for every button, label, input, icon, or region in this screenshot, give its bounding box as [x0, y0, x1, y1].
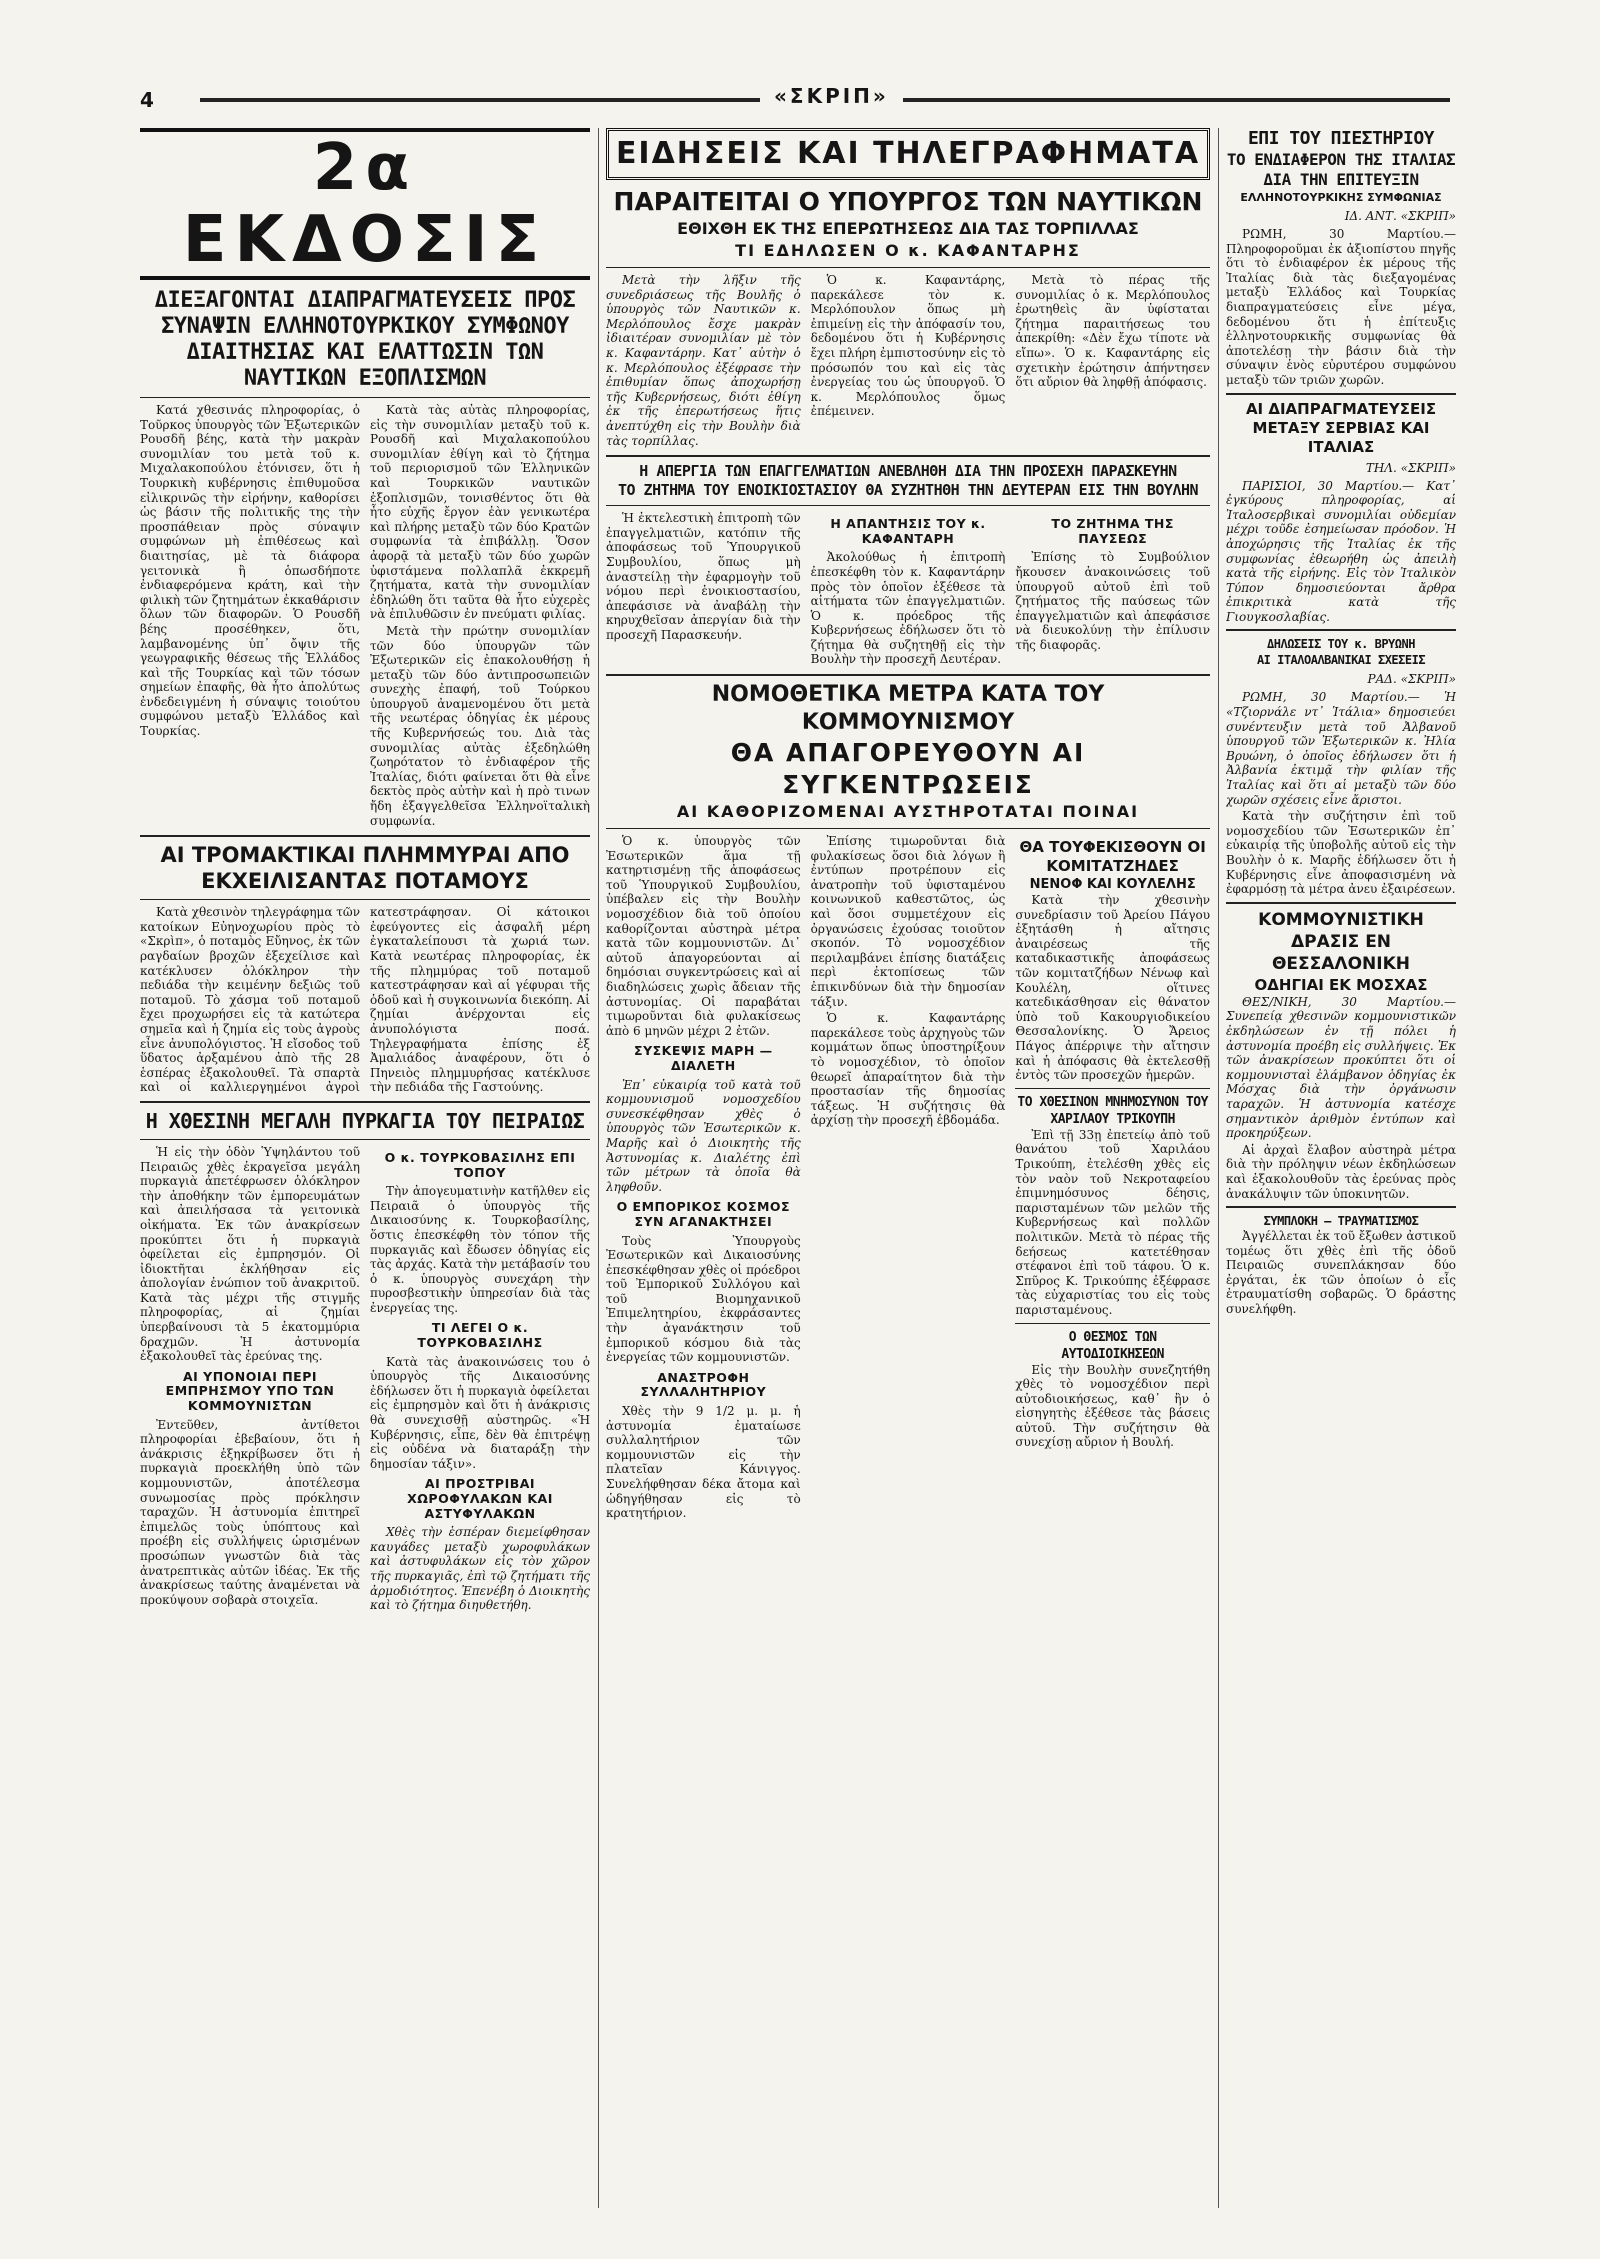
law-text-e: Τοὺς Ὑπουργοὺς Ἐσωτερικῶν καὶ Δικαιοσύνης ἐπεσκέφθησαν χθὲς οἱ πρόεδροι τοῦ Ἐμπορικοῦ Συλλόγου καὶ τοῦ Βιομηχανικοῦ Ἐπιμελητηρίου, ἐκφράσαντες τὴν ἀγανάκτησιν τοῦ ἐμπορικοῦ κόσμου διὰ τὰς ἐνεργείας τῶν κομμουνιστῶν. — [606, 1233, 801, 1365]
court-headline: Ο ΘΕΣΜΟΣ ΤΩΝ ΑΥΤΟΔΙΟΙΚΗΣΕΩΝ — [1061, 1329, 1164, 1362]
trikoupis-headline: ΤΟ ΧΘΕΣΙΝΟΝ ΜΝΗΜΟΣΥΝΟΝ ΤΟΥ ΧΑΡΙΛΑΟΥ ΤΡΙΚΟΥΠΗ — [1017, 1094, 1208, 1127]
right-text-4: Κατὰ τὴν συζήτησιν ἐπὶ τοῦ νομοσχεδίου τῶν Ἐσωτερικῶν ἐπ᾽ εὐκαιρίᾳ τῆς ὑποβολῆς αὐτοῦ εἰς τὴν Βουλὴν ὁ κ. Μαρῆς ἐδήλωσεν ὅτι ἡ Κυβέρνησις εἶνε ἀποφασισμένη νὰ ἐφαρμόσῃ τὰ μέτρα ἀνευ ἐξαιρέσεων. — [1226, 809, 1456, 897]
strike-subheadline: ΤΟ ΖΗΤΗΜΑ ΤΟΥ ΕΝΟΙΚΙΟΣΤΑΣΙΟΥ ΘΑ ΣΥΖΗΤΗΘΗ ΤΗΝ ΔΕΥΤΕΡΑΝ ΕΙΣ ΤΗΝ ΒΟΥΛΗΝ — [617, 481, 1199, 500]
right-head-7: ΚΟΜΜΟΥΝΙΣΤΙΚΗ ΔΡΑΣΙΣ ΕΝ ΘΕΣΣΑΛΟΝΙΚΗ — [1258, 909, 1424, 974]
right-head-4: ΑΙ ΔΙΑΠΡΑΓΜΑΤΕΥΣΕΙΣ ΜΕΤΑΞΥ ΣΕΡΒΙΑΣ ΚΑΙ ΙΤΑΛΙΑΣ — [1245, 399, 1437, 456]
law-sub-5: ΑΝΑΣΤΡΟΦΗ ΣΥΛΛΑΛΗΤΗΡΙΟΥ — [640, 1369, 767, 1400]
law-text-f: Χθὲς τὴν 9 1/2 μ. μ. ἡ ἀστυνομία ἐματαίωσε συλλαλητήριον τῶν κομμουνιστῶν εἰς τὴν πλατεῖαν Κάνιγγος. Συνελήφθησαν δέκα ἄτομα καὶ ὡδηγήθησαν εἰς τὸ κρατητήριον. — [606, 1404, 801, 1521]
paper-name: «ΣΚΡΙΠ» — [760, 84, 903, 108]
dateline-3: ΡΑΔ. «ΣΚΡΙΠ» — [1367, 672, 1456, 687]
edition-title: 2α ΕΚΔΟΣΙΣ — [140, 128, 590, 280]
strike-sub-2: Η ΑΠΑΝΤΗΣΙΣ ΤΟΥ κ. ΚΑΦΑΝΤΑΡΗ — [830, 516, 986, 546]
trikoupis-text: Ἐπὶ τῇ 33ῃ ἐπετείῳ ἀπὸ τοῦ θανάτου τοῦ Χαριλάου Τρικούπη, ἐτελέσθη χθὲς εἰς τὸν ναὸν τοῦ Νεκροταφείου ἐπιμνημόσυνος δέησις, παρισταμένων τῶν μελῶν τῆς Κυβερνήσεως καὶ πολλῶν πολιτικῶν. Μετὰ τὸ πέρας τῆς δεήσεως κατετέθησαν στέφανοι ἐπὶ τοῦ τάφου. Ὁ κ. Σπῦρος Κ. Τρικούπης ἐξέφρασε τὰς εὐχαριστίας του εἰς τοὺς παρισταμένους. — [1015, 1127, 1210, 1317]
law-subheadline: ΘΑ ΑΠΑΓΟΡΕΥΘΟΥΝ ΑΙ ΣΥΓΚΕΝΤΡΩΣΕΙΣ — [730, 738, 1086, 800]
law-headline: ΝΟΜΟΘΕΤΙΚΑ ΜΕΤΡΑ ΚΑΤΑ ΤΟΥ ΚΟΜΜΟΥΝΙΣΜΟΥ — [711, 682, 1105, 736]
fire-sub-2: Ο κ. ΤΟΥΡΚΟΒΑΣΙΛΗΣ ΕΠΙ ΤΟΠΟΥ — [384, 1149, 576, 1180]
strike-text-a: Ἡ ἐκτελεστικὴ ἐπιτροπὴ τῶν ἐπαγγελματιῶν, κατόπιν τῆς ἀποφάσεως τοῦ Ὑπουργικοῦ Συμβουλίου, ὅπως μὴ ἀναστείλῃ τὴν ἐφαρμογὴν τοῦ νόμου περὶ ἐνοικιοστασίου, ἀπεφάσισε νὰ ἀναβάλῃ τὴν κηρυχθεῖσαν ἀπεργίαν διὰ τὴν προσεχῆ Παρασκευήν. — [606, 511, 801, 642]
resign-subheadline: ΕΘΙΧΘΗ ΕΚ ΤΗΣ ΕΠΕΡΩΤΗΣΕΩΣ ΔΙΑ ΤΑΣ ΤΟΡΠΙΛΛΑΣ — [677, 219, 1139, 238]
fire-sub-1: ΑΙ ΥΠΟΝΟΙΑΙ ΠΕΡΙ ΕΜΠΡΗΣΜΟΥ ΥΠΟ ΤΩΝ ΚΟΜΜΟΥΝΙΣΤΩΝ — [165, 1368, 335, 1414]
resign-subheadline-2: ΤΙ ΕΔΗΛΩΣΕΝ Ο κ. ΚΑΦΑΝΤΑΡΗΣ — [735, 241, 1081, 260]
court-text: Εἰς τὴν Βουλὴν συνεζητήθη χθὲς τὸ νομοσχέδιον περὶ αὐτοδιοικήσεως, καθ᾽ ἣν ὁ εἰσηγητὴς ἐξέθεσε τὰς βάσεις αὐτοῦ. Τὴν συζήτησιν θὰ συνεχίσῃ αὔριον ἡ Βουλή. — [1015, 1362, 1210, 1450]
law-text-a: Ὁ κ. ὑπουργὸς τῶν Ἐσωτερικῶν ἅμα τῇ κατηρτισμένῃ τῆς ἀποφάσεως τοῦ Ὑπουργικοῦ Συμβουλίου, ὑπέβαλεν εἰς τὴν Βουλὴν νομοσχέδιον διὰ τοῦ ὁποίου καθορίζονται αὐστηρὰ μέτρα κατὰ τῶν κομμουνιστῶν. Δι᾽ αὐτοῦ ἀπαγορεύονται αἱ δημόσιαι συγκεντρώσεις καὶ αἱ διαδηλώσεις χωρὶς ἄδειαν τῆς ἀστυνομίας. Οἱ παραβάται τιμωροῦνται διὰ φυλακίσεως ἀπὸ 6 μηνῶν μέχρι 2 ἐτῶν. — [606, 834, 801, 1038]
lead-text-c: Μετὰ τὴν πρώτην συνομιλίαν τῶν δύο ὑπουργῶν τῶν Ἐξωτερικῶν εἰς ἐπακολουθήσῃ ἡ μεταξὺ τῶν δύο ἀντιπροσωπειῶν συνεχὴς ἐπαφή, τοῦ Τούρκου ὑπουργοῦ ἀναμενομένου ὅτι μετὰ τῆς νεωτέρας ὁδηγίας ἐκ μέρους τῆς Κυβερνήσεώς του. Διὰ τὰς συνομιλίας αὐτὰς ἐξεδηλώθη ζωηρότατον τὸ ἐνδιαφέρον τῆς Ἰταλίας, διότι φαίνεται ὅτι θὰ εἶνε δεκτὸς πρὸς αὐτὴν καὶ ἡ πρὸ τινων ἤδη ἐξαγγελθεῖσα Ἑλληνοϊταλικὴ συμφωνία. — [370, 623, 590, 828]
law-text-d: Ἐπ᾽ εὐκαιρίᾳ τοῦ κατὰ τοῦ κομμουνισμοῦ νομοσχεδίου συνεσκέφθησαν χθὲς ὁ ὑπουργὸς τῶν Ἐσωτερικῶν κ. Μαρῆς καὶ ὁ Διοικητὴς τῆς Ἀστυνομίας κ. Διαλέτης ἐπὶ τῶν μέτρων τὰ ὁποῖα θὰ ληφθοῦν. — [606, 1077, 801, 1194]
law-article — [606, 834, 1210, 1523]
law-sub-4: Ο ΕΜΠΟΡΙΚΟΣ ΚΟΣΜΟΣ ΣΥΝ ΑΓΑΝΑΚΤΗΣΕΙ — [616, 1199, 791, 1229]
resign-article — [606, 273, 1210, 450]
lead-headline: ΔΙΕΞΑΓΟΝΤΑΙ ΔΙΑΠΡΑΓΜΑΤΕΥΣΕΙΣ ΠΡΟΣ ΣΥΝΑΨΙΝ ΕΛΛΗΝΟΤΟΥΡΚΙΚΟΥ ΣΥΜΦΩΝΟΥ ΔΙΑΙΤΗΣΙΑΣ ΚΑΙ ΕΛΑΤΤΩΣΙΝ ΤΩΝ ΝΑΥΤΙΚΩΝ ΕΞΟΠΛΙΣΜΩΝ — [154, 288, 576, 391]
lead-article — [140, 403, 590, 830]
resign-text-b: Ὁ κ. Καφαντάρης, παρεκάλεσε τὸν κ. Μερλόπουλον ὅπως μὴ ἐπιμείνῃ εἰς τὴν ἀπόφασίν του, δεδομένου ὅτι ἡ Κυβέρνησις ἔχει πλήρη ἐμπιστοσύνην εἰς τὸ πρόσωπόν του καὶ εἰς τὰς ἐνεργείας του ὡς ὑπουργοῦ. Ὁ κ. Μερλόπουλος ὅμως ἐπέμεινεν. — [810, 273, 1006, 419]
strike-headline: Η ΑΠΕΡΓΙΑ ΤΩΝ ΕΠΑΓΓΕΛΜΑΤΙΩΝ ΑΝΕΒΛΗΘΗ ΔΙΑ ΤΗΝ ΠΡΟΣΕΧΗ ΠΑΡΑΣΚΕΥΗΝ — [639, 462, 1177, 481]
masthead — [140, 78, 1450, 118]
law-text-b: Ἐπίσης τιμωροῦνται διὰ φυλακίσεως ὅσοι διὰ λόγων ἢ ἐντύπων προτρέπουν εἰς ἀνατροπὴν τοῦ ὑφισταμένου κοινωνικοῦ καθεστῶτος, ὡς καὶ ὅσοι συμμετέχουν εἰς ὀργανώσεις ἐχούσας τοιοῦτον σκοπόν. Τὸ νομοσχέδιον περιλαμβάνει ἐπίσης διατάξεις περὶ ἐκτοπίσεως τῶν ἐπικινδύνων διὰ τὴν δημοσίαν τάξιν. — [810, 834, 1006, 1009]
right-head-8: ΟΔΗΓΙΑΙ ΕΚ ΜΟΣΧΑΣ — [1254, 975, 1428, 994]
news-banner: ΕΙΔΗΣΕΙΣ ΚΑΙ ΤΗΛΕΓΡΑΦΗΜΑΤΑ — [606, 128, 1210, 180]
flood-text: Κατὰ χθεσινὸν τηλεγράφημα τῶν κατοίκων Εὐηνοχωρίου πρὸς τὸ «Σκρὶπ», ὁ ποταμὸς Εὔηνος, ἐκ τῶν ραγδαίων βροχῶν ἐξεχείλισε καὶ κατέκλυσεν ὁλόκληρον τὴν πεδιάδα τὴν κειμένην δεξιῶς τοῦ ποταμοῦ. Τὸ χάσμα τοῦ ποταμοῦ ἔχει προχωρήσει εἰς τὰ κατώτερα σημεῖα καὶ ἡ ζημία εἰς τοὺς ἀγροὺς εἶνε ἀνυπολόγιστος. Ἡ εἴσοδος τοῦ ὕδατος ἀρξαμένου ἀπὸ τῆς 28 ἑσπέρας ἐξακολουθεῖ. Τὰ σπαρτὰ καὶ οἱ καλλιεργημένοι ἀγροὶ κατεστράφησαν. Οἱ κάτοικοι ἐφεύγοντες εἰς ἀσφαλῆ μέρη ἐγκαταλείπουσι τὰ χωριά των. Κατὰ νεωτέρας πληροφορίας, ἐκ τῆς πλημμύρας τοῦ ποταμοῦ κατεστράφησαν καὶ αἱ γέφυραι τῆς ὁδοῦ καὶ ἡ συγκοινωνία διεκόπη. Αἱ ζημίαι ἀνέρχονται εἰς ἀνυπολόγιστα ποσά. Τηλεγραφήματα ἐπίσης ἐξ Ἀμαλιάδος ἀναφέρουν, ὅτι ὁ Πηνειὸς πλημμυρήσας κατέκλυσε τὴν πεδιάδα τῆς Γαστούνης. — [140, 905, 590, 1095]
right-head-5: ΔΗΛΩΣΕΙΣ ΤΟΥ κ. ΒΡΥΩΝΗ — [1267, 637, 1415, 652]
lead-text-b: Κατὰ τὰς αὐτὰς πληροφορίας, εἰς τὴν συνομιλίαν μεταξὺ τοῦ κ. Ρουσδῆ καὶ Μιχαλακοπούλου συνομιλίαν ἐθίγη καὶ τὸ ζήτημα τοῦ περιορισμοῦ τῶν Ἑλληνικῶν καὶ Τουρκικῶν ναυτικῶν ἐξοπλισμῶν, τονισθέντος ὅτι θὰ ἦτο εὐχῆς ἔργον ἐὰν γενικωτέρα καὶ πλήρης μεταξὺ τῶν δύο Κρατῶν συμφωνία τὰ ἐπιβάλλῃ. Ὅσον ἀφορᾷ τὰ μεταξὺ τῶν δύο χωρῶν ὑφιστάμενα πολλαπλᾶ ἐκκρεμῆ ζητήματα, κατὰ τὴν συνομιλίαν ἐδηλώθη ὅτι ταῦτα θὰ ἦτο εὐχερὲς νὰ ἐπιλυθῶσιν ἐν πνεύματι φιλίας. — [370, 403, 590, 622]
strike-text-b: Ἀκολούθως ἡ ἐπιτροπὴ ἐπεσκέφθη τὸν κ. Καφαντάρην πρὸς τὸν ὁποῖον ἐξέθεσε τὰ αἰτήματα τῶν ἐπαγγελματιῶν. Ὁ κ. πρόεδρος τῆς Κυβερνήσεως ἐδήλωσεν ὅτι τὸ ζήτημα θὰ συζητηθῇ εἰς τὴν Βουλὴν τὴν προσεχῆ Δευτέραν. — [810, 550, 1006, 667]
flood-article — [140, 905, 590, 1096]
rebel-text: Κατὰ τὴν χθεσινὴν συνεδρίασιν τοῦ Ἀρείου Πάγου ἐξητάσθη ἡ αἴτησις ἀναιρέσεως τῆς καταδικαστικῆς ἀποφάσεως τῶν κομιτατζήδων Νένωφ καὶ Κουλέλη, οἵτινες κατεδικάσθησαν εἰς θάνατον ὑπὸ τοῦ Κακουργιοδικείου Θεσσαλονίκης. Ὁ Ἄρειος Πάγος ἀπέρριψε τὴν αἴτησιν καὶ ἡ ἀπόφασις θὰ ἐκτελεσθῇ ἐντὸς τῶν προσεχῶν ἡμερῶν. — [1015, 893, 1210, 1083]
right-text-3: ΡΩΜΗ, 30 Μαρτίου.— Ἡ «Τζιορνάλε ντ᾽ Ἰτάλια» δημοσιεύει συνέντευξιν μετὰ τοῦ Ἀλβανοῦ ὑπουργοῦ τῶν Ἐξωτερικῶν κ. Ἠλία Βρυώνη, ὁ ὁποῖος ἐδήλωσεν ὅτι ἡ Ἀλβανία ἐκτιμᾷ τὴν φιλίαν τῆς Ἰταλίας καὶ ὅτι αἱ μεταξὺ τῶν δύο χωρῶν σχέσεις εἶνε ἄριστοι. — [1226, 690, 1456, 807]
fire-text-2: Ἐντεῦθεν, ἀντίθετοι πληροφορίαι ἐβεβαίουν, ὅτι ἡ ἀνάκρισις ἐξηκρίβωσεν ὅτι ἡ πυρκαγιὰ προεκλήθη ὑπὸ τῶν κομμουνιστῶν, ἀποτέλεσμα συνωμοσίας πρὸς πρόκλησιν ταραχῶν. Ἡ ἀστυνομία ἐπιτηρεῖ ἐπιμελῶς τοὺς ὑπόπτους καὶ προέβη εἰς συλλήψεις ὡρισμένων προσώπων γνωστῶν διὰ τὰς ἀνατρεπτικὰς αὐτῶν ἰδέας. Ἐκ τῆς ἀνακρίσεως ταύτης ἀναμένεται νὰ προκύψουν σοβαρὰ στοιχεῖα. — [140, 1417, 360, 1607]
fire-sub-3: ΤΙ ΛΕΓΕΙ Ο κ. ΤΟΥΡΚΟΒΑΣΙΛΗΣ — [417, 1320, 543, 1351]
right-text-6: Αἱ ἀρχαὶ ἔλαβον αὐστηρὰ μέτρα διὰ τὴν πρόληψιν νέων ἐκδηλώσεων καὶ ἐξακολουθοῦν τὰς ἐρεύνας πρὸς ἀνακάλυψιν τῶν ὑποκινητῶν. — [1226, 1142, 1456, 1201]
fire-text-3: Τὴν ἀπογευματινὴν κατῆλθεν εἰς Πειραιᾶ ὁ ὑπουργὸς τῆς Δικαιοσύνης κ. Τουρκοβασίλης, ὅστις ἐπεσκέφθη τὸν τόπον τῆς πυρκαγιᾶς καὶ ἔδωσεν ὁδηγίας εἰς τὰς ἀρχάς. Κατὰ τὴν μετάβασίν του ὁ κ. ὑπουργὸς συνεχάρη τὴν πυροσβεστικὴν ὑπηρεσίαν διὰ τὰς ἐνεργείας της. — [370, 1184, 590, 1315]
right-head-9: ΣΥΜΠΛΟΚΗ — ΤΡΑΥΜΑΤΙΣΜΟΣ — [1263, 1214, 1419, 1229]
law-subheadline-2: ΑΙ ΚΑΘΟΡΙΖΟΜΕΝΑΙ ΑΥΣΤΗΡΟΤΑΤΑΙ ΠΟΙΝΑΙ — [676, 802, 1140, 822]
resign-text-a: Μετὰ τὴν λῆξιν τῆς συνεδριάσεως τῆς Βουλῆς ὁ ὑπουργὸς τῶν Ναυτικῶν κ. Μερλόπουλος ἔσχε μακρὰν ἰδιαιτέραν συνομιλίαν μὲ τὸν κ. Καφαντάρην. Κατ᾽ αὐτὴν ὁ κ. Μερλόπουλος ἐξέφρασε τὴν ἐπιθυμίαν ὅπως ἀποχωρήσῃ τῆς Κυβερνήσεως, διότι ἐθίγη ἐκ τῆς ἐπερωτήσεως ἥτις ἀνεπτύχθη εἰς τὴν Βουλὴν διὰ τὰς τορπίλλας. — [606, 273, 801, 448]
right-text-7: Ἀγγέλλεται ἐκ τοῦ ἔξωθεν ἀστικοῦ τομέως ὅτι χθὲς ἐπὶ τῆς ὁδοῦ Πειραιῶς συνεπλάκησαν δύο ἐργάται, ἐκ τῶν ὁποίων ὁ εἷς ἐτραυματίσθη σοβαρῶς. Ὁ δράστης συνελήφθη. — [1226, 1229, 1456, 1317]
fire-headline: Η ΧΘΕΣΙΝΗ ΜΕΓΑΛΗ ΠΥΡΚΑΓΙΑ ΤΟΥ ΠΕΙΡΑΙΩΣ — [145, 1108, 585, 1133]
law-text-c: Ὁ κ. Καφαντάρης παρεκάλεσε τοὺς ἀρχηγοὺς τῶν κομμάτων ὅπως ὑποστηρίξουν τὸ νομοσχέδιον, τὸ ὁποῖον θεωρεῖ ἀπαραίτητον διὰ τὴν προστασίαν τῆς δημοσίας τάξεως. Ἡ συζήτησις θὰ ἀρχίσῃ τὴν προσεχῆ ἑβδομάδα. — [810, 1011, 1006, 1128]
center-column — [606, 128, 1210, 2208]
rebel-subheadline: ΝΕΝΟΦ ΚΑΙ ΚΟΥΛΕΛΗΣ — [1029, 877, 1196, 893]
strike-article — [606, 511, 1210, 669]
lead-text-a: Κατά χθεσινάς πληροφορίας, ὁ Τοῦρκος ὑπουργὸς τῶν Ἐξωτερικῶν Ρουσδῆ βέης, κατὰ τὴν μακρὰν συνομιλίαν του μετὰ τοῦ κ. Μιχαλακοπούλου ἐτόνισεν, ὅτι ἡ Τουρκικὴ κυβέρνησις ἐπιθυμοῦσα εἰλικρινῶς τὴν εἰρήνην, καθορίσει ὡς βάσιν τῆς πολιτικῆς της τὴν προσπάθειαν πρὸς σύναψιν συμφώνων μὴ ἐπιθέσεως καὶ διαιτησίας, μὲ τὰ διάφορα γειτονικὰ ἢ ὁπωσδήποτε ἐνδιαφερόμενα κράτη, καὶ τὴν φιλικὴ τῶν ζητημάτων ἐκκαθάρισιν ὅλων τῶν διαφορῶν. Ὁ Ρουσδῆ βέης προσέθηκεν, ὅτι, λαμβανομένης ὑπ᾽ ὄψιν τῆς γεωγραφικῆς θέσεως τῆς Ἑλλάδος καὶ τῆς Τουρκίας καὶ τῶν τόσων σημείων ἐπαφῆς, θὰ ἦτο ἀπολύτως ἐνδεδειγμένη ἡ σύναψις τοιούτου συμφώνου μεταξὺ Ἑλλάδος καὶ Τουρκίας. — [140, 403, 360, 739]
law-sub-3: ΣΥΣΚΕΨΙΣ ΜΑΡΗ — ΔΙΑΛΕΤΗ — [634, 1043, 773, 1073]
right-head-1: ΕΠΙ ΤΟΥ ΠΙΕΣΤΗΡΙΟΥ — [1247, 128, 1435, 149]
fire-text: Ἡ εἰς τὴν ὁδὸν Ὑψηλάντου τοῦ Πειραιῶς χθὲς ἐκραγεῖσα μεγάλη πυρκαγιὰ ἀπετέφρωσεν ὁλόκληρον τὴν ἀποθήκην τῶν ἐμπορευμάτων καὶ ἀπειλήσασα τὰ γειτονικὰ οἰκήματα. Ἐκ τῶν ἀνακρίσεων προκύπτει ὅτι ἡ πυρκαγιὰ ὀφείλεται εἰς ἐμπρησμόν. Οἱ ἰδιοκτῆται ἐκλήθησαν εἰς ἀπολογίαν ἐνώπιον τοῦ ἀνακριτοῦ. Κατὰ τὰς μέχρι τῆς στιγμῆς πληροφορίας, αἱ ζημίαι ὑπερβαίνουσι τὰ 5 ἑκατομμύρια δραχμῶν. Ἡ ἀστυνομία ἐξακολουθεῖ τὰς ἐρεύνας της. — [140, 1144, 360, 1364]
right-text-5: ΘΕΣ/ΝΙΚΗ, 30 Μαρτίου.— Συνεπείᾳ χθεσινῶν κομμουνιστικῶν ἐκδηλώσεων ἐν τῇ πόλει ἡ ἀστυνομία προέβη εἰς συλλήψεις. Ἐκ τῶν ἀνακρίσεων προκύπτει ὅτι οἱ κομμουνισταὶ ἐλάμβανον ὁδηγίας ἐκ Μόσχας διὰ τὴν ὀργάνωσιν ταραχῶν. Ἡ ἀστυνομία κατέσχε σημαντικὸν ἀριθμὸν ἐντύπων καὶ προκηρύξεων. — [1226, 994, 1456, 1141]
right-text-2: ΠΑΡΙΣΙΟΙ, 30 Μαρτίου.— Κατ᾽ ἐγκύρους πληροφορίας, αἱ Ἰταλοσερβικαὶ συνομιλίαι οὐδεμίαν μέχρι τοῦδε ἐσημείωσαν πρόοδον. Ἡ ἀποχώρησις τῆς Ἰταλίας ἐκ τῆς συμφωνίας ἐθεωρήθη ὡς ἀπειλὴ κατὰ τῆς εἰρήνης. Εἰς τὸν Ἰταλικὸν Τύπον δημοσιεύονται ἄρθρα ἐπικριτικὰ κατὰ τῆς Γιουγκοσλαβίας. — [1226, 478, 1456, 624]
right-head-6: ΑΙ ΙΤΑΛΟΑΛΒΑΝΙΚΑΙ ΣΧΕΣΕΙΣ — [1256, 653, 1426, 668]
rebel-headline: ΘΑ ΤΟΥΦΕΚΙΣΘΟΥΝ ΟΙ ΚΟΜΙΤΑΤΖΗΔΕΣ — [1019, 838, 1206, 876]
fire-text-5: Χθὲς τὴν ἑσπέραν διεμείφθησαν καυγάδες μεταξὺ χωροφυλάκων καὶ ἀστυφυλάκων εἰς τὸν χῶρον τῆς πυρκαγιᾶς, ἐπὶ τῷ ζητήματι τῆς ἀρμοδιότητος. Ἐπενέβη ὁ Διοικητὴς καὶ τὸ ζήτημα διηυθετήθη. — [370, 1525, 590, 1613]
right-text-1: ΡΩΜΗ, 30 Μαρτίου.— Πληροφοροῦμαι ἐκ ἀξιοπίστου πηγῆς ὅτι τὸ ἐνδιαφέρον ἐκ μέρους τῆς Ἰταλίας διὰ τὰς διεξαγομένας μεταξὺ Ἑλλάδος καὶ Τουρκίας διαπραγματεύσεις εἶνε μέγα, δεδομένου ὅτι ἡ ἐπίτευξις ἑλληνοτουρκικῆς συμφωνίας θὰ ἀποτελέσῃ τὴν βάσιν διὰ τὴν σύναψιν ἑνὸς εὐρυτέρου συμφώνου μεταξὺ τῶν τριῶν χωρῶν. — [1226, 227, 1456, 387]
strike-sub-3: ΤΟ ΖΗΤΗΜΑ ΤΗΣ ΠΑΥΣΕΩΣ — [1051, 516, 1174, 546]
left-column — [140, 128, 590, 2208]
fire-article — [140, 1145, 590, 1615]
fire-sub-4: ΑΙ ΠΡΟΣΤΡΙΒΑΙ ΧΩΡΟΦΥΛΑΚΩΝ ΚΑΙ ΑΣΤΥΦΥΛΑΚΩΝ — [407, 1476, 553, 1521]
column-rule — [598, 128, 599, 2208]
right-head-2: ΤΟ ΕΝΔΙΑΦΕΡΟΝ ΤΗΣ ΙΤΑΛΙΑΣ ΔΙΑ ΤΗΝ ΕΠΙΤΕΥΞΙΝ — [1226, 150, 1456, 189]
resign-text-c: Μετὰ τὸ πέρας τῆς συνομιλίας ὁ κ. Μερλόπουλος ἐρωτηθεὶς ἂν ὑφίσταται ζήτημα παραιτήσεως του ἀπεκρίθη: «Δὲν ἔχω τίποτε νὰ εἴπω». Ὁ κ. Καφαντάρης εἰς σχετικὴν ἐρώτησιν ἀπήντησεν ὅτι αὔριον θὰ ληφθῇ ἀπόφασις. — [1015, 273, 1210, 390]
column-rule — [1218, 128, 1219, 2208]
dateline-2: ΤΗΛ. «ΣΚΡΙΠ» — [1365, 460, 1456, 475]
fire-text-4: Κατὰ τὰς ἀνακοινώσεις του ὁ ὑπουργὸς τῆς Δικαιοσύνης ἐδήλωσεν ὅτι ἡ πυρκαγιὰ ὀφείλεται εἰς ἐμπρησμὸν καὶ ὅτι ἡ ἀνάκρισις θὰ συνεχισθῇ αὐστηρῶς. «Ἡ Κυβέρνησις, εἶπε, δὲν θὰ ἐπιτρέψῃ εἰς οὐδένα νὰ διαταράξῃ τὴν δημοσίαν τάξιν». — [370, 1354, 590, 1471]
resign-headline: ΠΑΡΑΙΤΕΙΤΑΙ Ο ΥΠΟΥΡΓΟΣ ΤΩΝ ΝΑΥΤΙΚΩΝ — [613, 187, 1203, 216]
strike-text-c: Ἐπίσης τὸ Συμβούλιον ἤκουσεν ἀνακοινώσεις τοῦ ὑπουργοῦ αὐτοῦ ἐπὶ τοῦ ζητήματος τῆς παύσεως τῶν ἐπαγγελματιῶν καὶ ἀπεφάσισε νὰ διευκολύνῃ τὴν ἐπίλυσιν τῆς διαφορᾶς. — [1015, 550, 1210, 652]
dateline-1: ΙΔ. ΑΝΤ. «ΣΚΡΙΠ» — [1344, 209, 1456, 223]
flood-headline: ΑΙ ΤΡΟΜΑΚΤΙΚΑΙ ΠΛΗΜΜΥΡΑΙ ΑΠΟ ΕΚΧΕΙΛΙΣΑΝΤΑΣ ΠΟΤΑΜΟΥΣ — [160, 843, 570, 894]
right-column — [1226, 128, 1456, 2208]
right-head-3: ΕΛΛΗΝΟΤΟΥΡΚΙΚΗΣ ΣΥΜΦΩΝΙΑΣ — [1240, 191, 1442, 204]
page-number: 4 — [140, 88, 154, 112]
